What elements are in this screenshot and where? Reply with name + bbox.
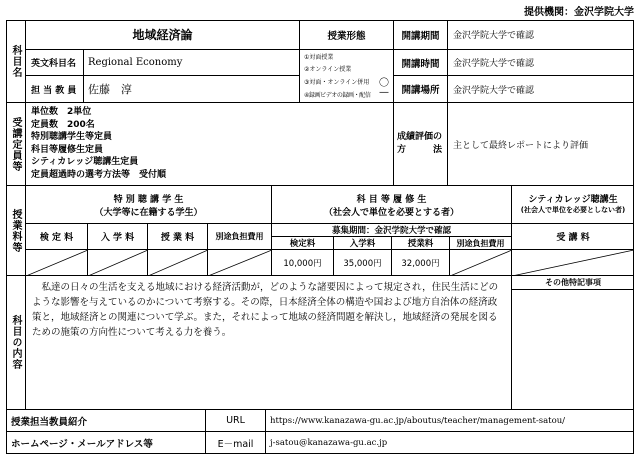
email-link[interactable]: j-satou@kanazawa-gu.ac.jp [270,438,388,448]
audit-title: 科 目 等 履 修 生 [356,195,427,205]
special-title: 特 別 聴 講 学 生 [113,195,184,205]
city-header [512,186,634,224]
fees-side-label: 授業料等 [6,186,26,276]
grading-value: 主として最終レポートにより評価 [448,103,634,186]
capacity-line: 定員数 200名 [31,119,95,130]
other-notes-label: その他特記事項 [512,276,634,290]
audit-subtitle: （社会人で単位を必要とする者） [323,208,459,218]
format-header: 授業形態 [300,20,394,50]
city-subtitle: (社会人で単位を必要としない者) [520,206,626,214]
audit-admission-fee: 35,000円 [334,250,392,276]
url-label: URL [206,410,266,432]
special-extra-fee-cell [208,250,272,276]
special-subtitle: （大学等に在籍する学生） [94,208,203,218]
audit-col-admission: 入学料 [334,237,392,250]
special-col-exam: 検 定 料 [26,224,88,250]
period-value: 金沢学院大学で確認 [448,20,634,50]
format-options [300,50,394,103]
subject-side-label: 科目名 [6,20,26,103]
teacher-intro-label: 授業担当教員紹介 [6,410,206,432]
city-fee-cell [512,250,634,276]
format-option-3-mark: 〇 [379,78,389,89]
subject-title: 地域経済論 [26,20,300,50]
special-header [26,186,272,224]
place-value: 金沢学院大学で確認 [448,76,634,103]
time-label: 開講時間 [394,50,448,76]
special-col-extra: 別途負担費用 [208,224,272,250]
homepage-email-label: ホームページ・メールアドレス等 [6,432,206,454]
format-option-4-mark: — [379,87,389,98]
email-label: E－mail [206,432,266,454]
audit-exam-fee: 10,000円 [272,250,334,276]
audit-col-extra: 別途負担費用 [450,237,512,250]
format-option-4: ④録画ビデオの録画・配信 [304,92,371,99]
special-exam-fee-cell [26,250,88,276]
audit-tuition-fee: 32,000円 [392,250,450,276]
city-title: シティカレッジ聴講生 [528,195,618,205]
credits-line: 単位数 2単位 [31,107,92,117]
other-notes-value [512,290,634,410]
format-option-1: ①対面授業 [304,54,334,61]
content-side-label: 科目の内容 [6,276,26,410]
audit-col-exam: 検定料 [272,237,334,250]
audit-extra-fee-cell [450,250,512,276]
content-text: 私達の日々の生活を支える地域における経済活動が，どのような諸要因によって規定され，住民生活にどのような影響を与えているのかについて考察する。その際，日本経済全体の構造や国および地方自治体の経済政策と，地域経済との関連について学ぶ。また，それによって地域の経済問題を解決し，地域経済の発展を図るための施策の方向性について考える力を養う。 [26,276,512,410]
grading-label: 成績評価の方 法 [394,103,448,186]
teacher-value: 佐藤 淳 [84,76,300,103]
special-col-tuition: 授 業 料 [148,224,208,250]
audit-col-tuition: 授業料 [392,237,450,250]
teacher-label: 担 当 教 員 [26,76,84,103]
time-value: 金沢学院大学で確認 [448,50,634,76]
audit-capacity-line: 科目等履修生定員 [31,144,104,155]
special-admission-fee-cell [88,250,148,276]
format-option-2: ②オンライン授業 [304,66,352,73]
format-option-3: ③対面・オンライン併用 [304,79,370,86]
url-link[interactable]: https://www.kanazawa-gu.ac.jp/aboutus/teacher/management-satou/ [266,410,634,432]
enroll-side-label: 受講定員等 [6,103,26,186]
special-tuition-fee-cell [148,250,208,276]
place-label: 開講場所 [394,76,448,103]
period-label: 開講期間 [394,20,448,50]
city-col-fee: 受 講 料 [512,224,634,250]
audit-header [272,186,512,224]
special-capacity-line: 特別聴講学生等定員 [31,132,113,142]
special-col-admission: 入 学 料 [88,224,148,250]
english-name-label: 英文科目名 [26,50,84,76]
audit-period: 募集期間：金沢学院大学で確認 [272,224,512,237]
city-capacity-line: シティカレッジ聴講生定員 [31,157,139,167]
enroll-details [26,103,394,186]
english-name-value: Regional Economy [84,50,300,76]
selection-method-line: 定員超過時の選考方法等 受付順 [31,169,167,180]
provider-label: 提供機関：金沢学院大学 [524,7,634,18]
